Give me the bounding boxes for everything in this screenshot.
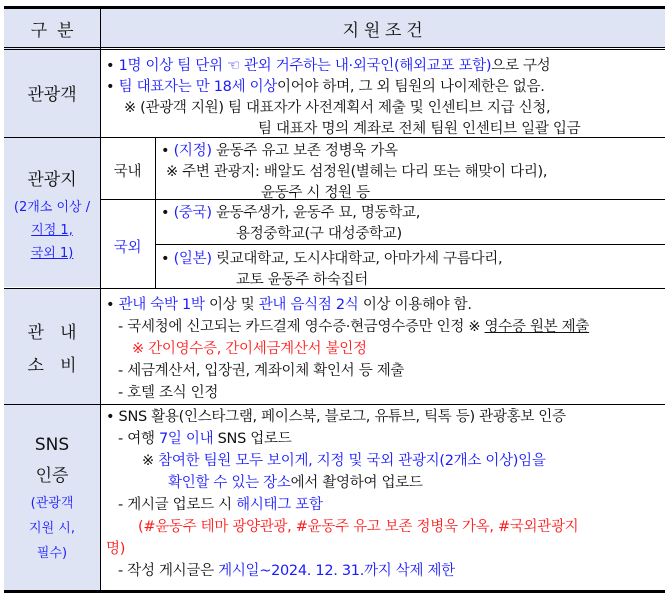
label-sub: 지원 시, <box>29 520 75 536</box>
label-sub: (관광객 <box>30 495 74 511</box>
label-tourist <box>4 48 100 137</box>
text-segment: SNS 업로드 <box>213 431 292 447</box>
content-line <box>142 449 546 470</box>
content-line <box>168 471 423 492</box>
divider <box>100 8 101 591</box>
content-line <box>106 293 472 314</box>
text-segment: 교토 윤동주 하숙집터 <box>236 272 368 288</box>
text-segment: ※ <box>142 453 159 469</box>
highlight-text: 7일 이내 <box>158 431 214 447</box>
divider <box>4 6 665 9</box>
label-sns <box>4 405 100 590</box>
sub-label-overseas: 국외 <box>113 240 142 256</box>
label-sub: 지정 1, <box>31 222 73 238</box>
content-line <box>236 268 368 289</box>
content-line <box>132 337 367 358</box>
text-segment: - 세금계산서, 입장권, 계좌이체 확인서 등 제출 <box>118 363 405 379</box>
content-line <box>236 222 402 243</box>
divider <box>4 590 665 593</box>
content-line <box>161 247 502 268</box>
content-line <box>106 405 566 426</box>
warning-text: (#윤동주 테마 광양관광, #윤동주 유고 보존 정병욱 가옥, #국외관광지 <box>138 519 579 535</box>
divider <box>4 49 665 50</box>
content-line <box>118 427 291 448</box>
text-segment: • <box>106 58 119 74</box>
content-line <box>106 75 545 96</box>
text-segment: 이상 및 <box>204 297 259 313</box>
label-sites <box>4 138 100 287</box>
highlight-text: (중국) <box>173 205 212 221</box>
highlight-text: 참여한 팀원 모두 보이게, 지정 및 국외 관광지(2개소 이상)임을 <box>158 453 546 469</box>
highlight-text: 관내 음식점 2식 <box>258 297 359 313</box>
label-sub: 필수) <box>36 545 68 561</box>
highlight-text: (일본) <box>173 251 212 267</box>
content-line <box>106 537 125 558</box>
highlight-text: 팀 대표자는 만 18세 이상 <box>118 79 278 95</box>
highlight-text: 확인할 수 있는 장소 <box>168 475 291 491</box>
divider <box>155 137 156 288</box>
label-text: 소 비 <box>27 355 77 376</box>
text-segment: • SNS 활용(인스타그램, 페이스북, 블로그, 유튜브, 틱톡 등) 관광홍보 인증 <box>106 409 566 425</box>
content-line <box>118 359 404 380</box>
content-line <box>261 181 370 202</box>
content-line <box>118 493 323 514</box>
divider <box>100 199 665 200</box>
label-sub: (2개소 이상 / <box>13 199 91 215</box>
text-segment: 영수증 원본 제출 <box>484 319 590 335</box>
text-segment: 릿교대학교, 도시샤대학교, 아마가세 구름다리, <box>211 251 503 267</box>
text-segment: 윤동주 시 정원 등 <box>261 185 370 201</box>
content-line <box>124 96 550 117</box>
label-text: 인증 <box>35 465 69 486</box>
highlight-text: (지정) <box>173 143 212 159</box>
warning-text: ※ 간이영수증, 간이세금계산서 불인정 <box>132 341 367 357</box>
highlight-text: 게시일~2024. 12. 31.까지 삭제 제한 <box>218 563 455 579</box>
warning-text: 명) <box>106 541 126 557</box>
sub-label-domestic: 국내 <box>113 164 142 180</box>
text-segment: - 여행 <box>118 431 159 447</box>
text-segment: - 국세청에 신고되는 카드결제 영수증·현금영수증만 인정 ※ <box>118 319 485 335</box>
label-sub: 국외 1) <box>30 245 74 261</box>
text-segment: • <box>161 251 174 267</box>
header-conditions: 지 원 조 건 <box>342 21 423 41</box>
label-spending <box>4 289 100 404</box>
label-text: 관 내 <box>27 322 77 343</box>
text-segment: - 작성 게시글은 <box>118 563 219 579</box>
text-segment: ※ 주변 관광지: 배알도 섬정원(별헤는 다리 또는 해맞이 다리), <box>166 164 548 180</box>
highlight-text: 1명 이상 팀 단위 ☜ 관외 거주하는 내·외국인(해외교포 포함) <box>118 58 492 74</box>
header-category: 구 분 <box>30 21 74 41</box>
content-line <box>118 559 455 580</box>
divider <box>155 244 665 245</box>
label-text: 관광지 <box>27 169 77 190</box>
text-segment: 윤동주생가, 윤동주 묘, 명동학교, <box>211 205 421 221</box>
content-line <box>138 515 578 536</box>
text-segment: - 호텔 조식 인정 <box>118 385 219 401</box>
text-segment: 용정중학교(구 대성중학교) <box>236 226 402 242</box>
text-segment: • <box>106 79 119 95</box>
text-segment: 으로 구성 <box>491 58 551 74</box>
content-line <box>118 381 218 402</box>
highlight-text: 관내 숙박 1박 <box>118 297 205 313</box>
content-line <box>258 117 580 138</box>
text-segment: 에서 촬영하여 업로드 <box>290 475 423 491</box>
highlight-text: 해시태그 포함 <box>236 497 323 513</box>
content-line <box>106 54 550 75</box>
label-text: SNS <box>34 434 70 455</box>
content-line <box>118 315 589 336</box>
text-segment: • <box>106 297 119 313</box>
content-line <box>166 160 547 181</box>
text-segment: • <box>161 143 174 159</box>
text-segment: 이어야 하며, 그 외 팀원의 나이제한은 없음. <box>277 79 545 95</box>
label-text: 관광객 <box>27 85 77 105</box>
content-line <box>161 201 420 222</box>
divider <box>4 47 665 48</box>
text-segment: 팀 대표자 명의 계좌로 전체 팀원 인센티브 일괄 입금 <box>258 121 581 137</box>
text-segment: ※ (관광객 지원) 팀 대표자가 사전계획서 제출 및 인센티브 지급 신청, <box>124 100 551 116</box>
text-segment: • <box>161 205 174 221</box>
text-segment: - 게시글 업로드 시 <box>118 497 237 513</box>
text-segment: 윤동주 유고 보존 정병욱 가옥 <box>211 143 398 159</box>
text-segment: 이상 이용해야 함. <box>358 297 472 313</box>
content-line <box>161 139 398 160</box>
